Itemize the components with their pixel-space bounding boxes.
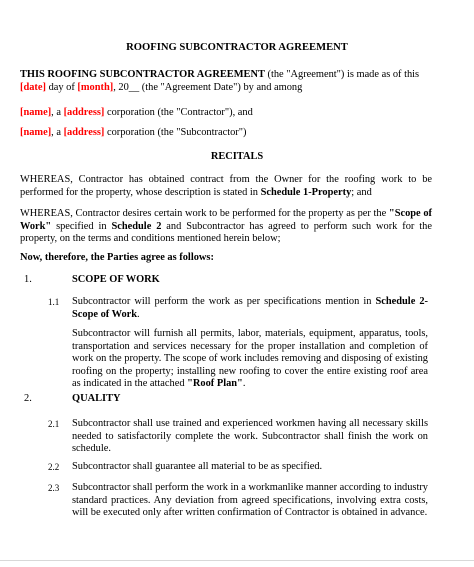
clause-1-1 <box>72 296 428 321</box>
party1-rest: corporation (the "Contractor"), and <box>104 107 253 118</box>
section-1-heading: SCOPE OF WORK <box>72 274 160 285</box>
party-contractor <box>20 107 432 120</box>
schedule-2-scope-ref: Schedule 2-Scope of Work <box>72 296 428 320</box>
clause-1-2-text: Subcontractor will furnish all permits, labor, materials, equipment, apparatus, tools, transportation and services necessary for the proper installation and completion of work on the property. The scope of work includes removing and disposing of existing roofing on the property; installing new roofing to cover the entire existing roof area as indicated in the attached <box>72 328 428 390</box>
intro-lead: THIS ROOFING SUBCONTRACTOR AGREEMENT <box>20 69 265 80</box>
whereas-2-mid: specified in <box>51 220 112 232</box>
roof-plan-ref: "Roof Plan" <box>187 378 243 390</box>
clause-2-1-number: 2.1 <box>48 419 60 429</box>
now-therefore: Now, therefore, the Parties agree as follows: <box>20 252 214 263</box>
party1-address-field: [address] <box>63 107 105 118</box>
clause-1-1-number: 1.1 <box>48 297 60 307</box>
clause-2-2-text: Subcontractor shall guarantee all material to be as specified. <box>72 461 323 472</box>
whereas-2-text: WHEREAS, Contractor desires certain work to be performed for the property as per the <box>20 208 389 219</box>
month-field: [month] <box>77 81 114 93</box>
intro-lead-rest: (the "Agreement") is made as of this <box>264 69 420 80</box>
clause-1-2 <box>72 328 428 391</box>
party1-sep: , a <box>51 107 64 118</box>
recitals-heading: RECITALS <box>210 151 264 162</box>
party2-name-field: [name] <box>20 127 52 138</box>
intro-paragraph <box>20 69 432 94</box>
document-title: ROOFING SUBCONTRACTOR AGREEMENT <box>126 42 348 53</box>
section-1-number: 1. <box>24 274 32 285</box>
clause-2-3-number: 2.3 <box>48 483 60 493</box>
intro-year-rest: , 20__ (the "Agreement Date") by and among <box>113 81 303 93</box>
whereas-1-text: WHEREAS, Contractor has obtained contract from the Owner for the roofing work to be performed for the property, whose description is stated in <box>20 174 432 198</box>
whereas-1-end: ; and <box>351 186 372 198</box>
clause-2-3-text: Subcontractor shall perform the work in a workmanlike manner according to industry standard practices. Any deviation from agreed specifications, involving extra costs, will be executed only after written confirmation of Contractor is obtained in advance. <box>72 482 428 519</box>
party-subcontractor <box>20 127 432 140</box>
whereas-2-end: and Subcontractor has agreed to perform such work for the property, on the terms and conditions mentioned herein below; <box>20 220 432 245</box>
clause-1-1-text: Subcontractor will perform the work as per specifications mention in <box>72 296 376 307</box>
date-field: [date] <box>20 81 46 93</box>
intro-day-of: day of <box>45 81 78 93</box>
section-2-number: 2. <box>24 393 32 404</box>
clause-1-2-end: . <box>242 378 246 390</box>
scope-of-work-ref: "Scope of Work" <box>20 208 432 232</box>
party2-address-field: [address] <box>63 127 105 138</box>
section-2-heading: QUALITY <box>72 393 121 404</box>
page-bottom-divider <box>0 560 474 561</box>
whereas-2 <box>20 208 432 246</box>
party2-sep: , a <box>51 127 64 138</box>
party2-rest: corporation (the "Subcontractor") <box>104 127 247 138</box>
schedule-2-ref: Schedule 2 <box>111 220 162 232</box>
party1-name-field: [name] <box>20 107 52 118</box>
clause-2-1-text: Subcontractor shall use trained and experienced workmen having all necessary skills needed to satisfactorily complete the work. Subcontractor shall finish the work on schedule. <box>72 418 428 455</box>
clause-2-2-number: 2.2 <box>48 462 60 472</box>
clause-1-1-end: . <box>137 308 140 320</box>
whereas-1 <box>20 174 432 199</box>
schedule-1-ref: Schedule 1-Property <box>260 186 352 198</box>
